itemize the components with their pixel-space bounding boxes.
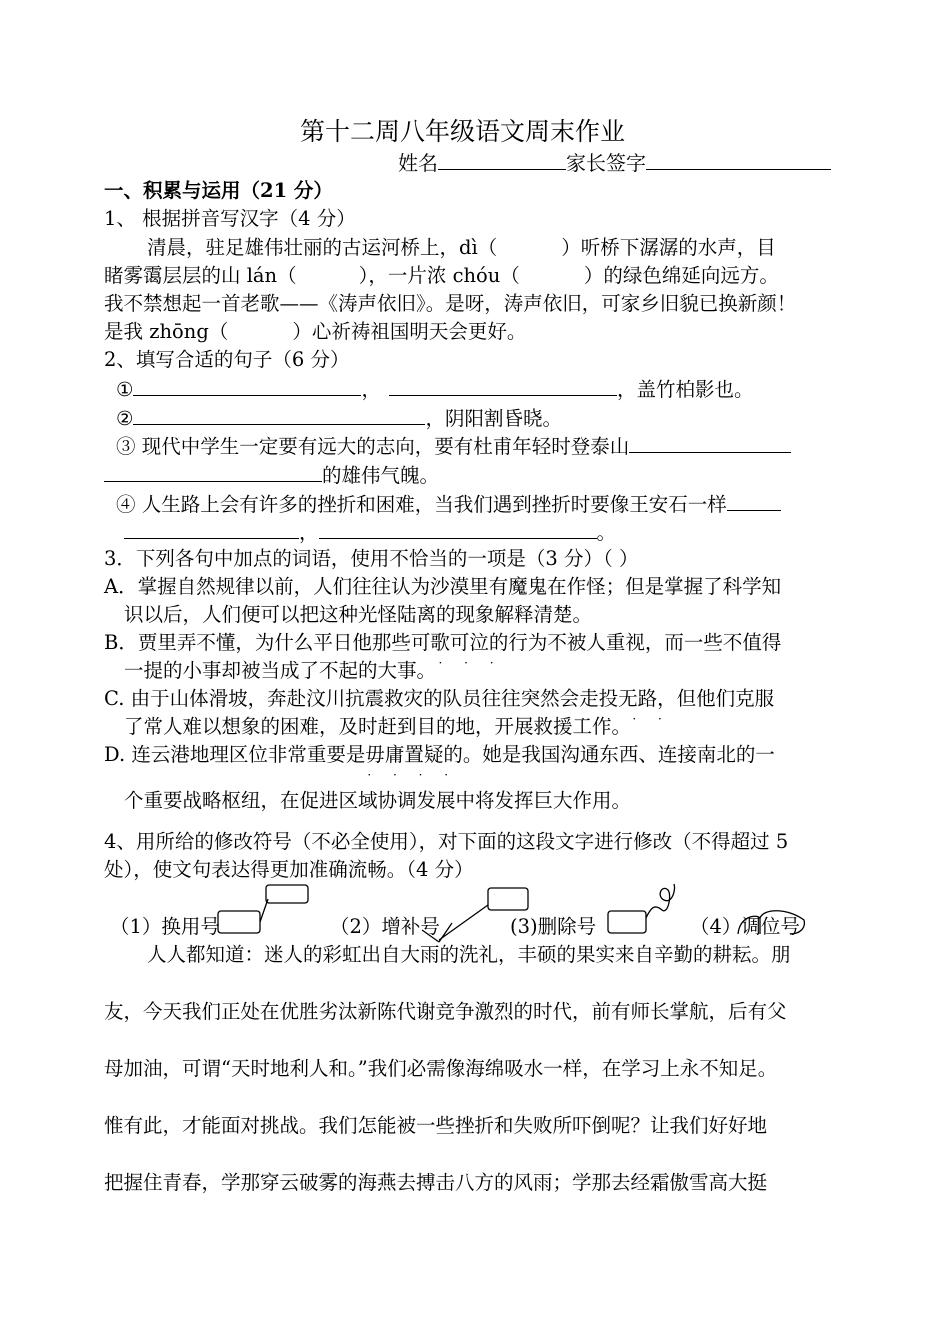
symbol-swap-label: （4）调位号 [690,915,800,938]
q2-item: ④ 人生路上会有许多的挫折和困难，当我们遇到挫折时要像王安石一样 [116,492,781,517]
q1-line: 我不禁想起一首老歌——《涛声依旧》。是呀，涛声依旧，可家乡旧貌已换新颜！ [104,292,797,315]
name-label: 姓名 [398,151,438,175]
answer-line[interactable] [133,377,361,396]
q3-option-a: 识以后，人们便可以把这种光怪陆离的现象解释清楚。 [124,603,593,626]
q2-item: ① ， ，盖竹柏影也。 [116,378,754,401]
symbol-delete-label: (3)删除号 [510,915,597,938]
answer-line[interactable] [319,520,597,539]
q3-option-b: B．贾里弄不懂，为什么平日他那些可歌可泣 · · · ·的行为不被人重视，而一些不值得 [104,631,781,655]
header-fields [398,151,831,175]
dotted-word: 走投无路 · · · · [579,687,657,710]
q3-option-c: 了常人难以想象的困难，及时赶到目的地，开展救援工作。 [124,715,632,738]
page-title: 第十二周八年级语文周末作业 [300,117,626,146]
q3-heading: 3．下列各句中加点的词语，使用不恰当的一项是（3 分）（ ） [104,547,639,570]
q2-heading: 2、填写合适的句子（6 分） [104,348,350,371]
parent-signature-field[interactable] [646,151,831,170]
symbol-replace-label: （1）换用号 [110,915,220,938]
passage-paragraph: 把握住青春，学那穿云破雾的海燕去搏击八方的风雨；学那去经霜傲雪高大挺 [104,1171,768,1194]
answer-line[interactable] [133,406,425,425]
q1-line: 是我 zhōng（ ）心祈祷祖国明天会更好。 [104,320,527,343]
answer-line[interactable] [389,377,617,396]
q4-heading: 处），使文句表达得更加准确流畅。（4 分） [104,858,474,881]
q3-option-d: D. 连云港地理区位非常重要是毋庸置疑 · · · ·的。她是我国沟通东西、连接南北的一 [104,743,775,767]
dotted-word: 可歌可泣 · · · · [411,631,489,654]
q1-line: 睹雾霭层层的山 lán（ ），一片浓 chóu（ ）的绿色绵延向远方。 [104,264,779,287]
symbol-insert-label: （2）增补号 [330,915,440,938]
q3-option-c: C. 由于山体滑坡，奔赴汶川抗震救灾的队员往往突然会走投无路 · · · ·，但他们克服 [104,687,774,711]
q2-item: ② ，阴阳割昏晓。 [116,407,562,430]
dotted-word: 毋庸置疑 · · · · [365,743,443,766]
passage-paragraph: 母加油，可谓“天时地利人和。”我们必需像海绵吸水一样，在学习上永不知足。 [104,1057,778,1080]
q1-heading: 1、 根据拼音写汉字（4 分） [104,207,356,230]
q2-item: 的雄伟气魄。 [104,463,439,488]
answer-line[interactable] [104,463,322,482]
answer-line[interactable] [124,520,299,539]
q4-heading: 4、用所给的修改符号（不必全使用），对下面的这段文字进行修改（不得超过 5 [104,830,789,853]
passage-paragraph: 友，今天我们正处在优胜劣汰新陈代谢竞争激烈的时代，前有师长掌航，后有父 [104,1000,787,1023]
answer-line[interactable] [629,434,791,453]
q1-line: 清晨，驻足雄伟壮丽的古运河桥上，dì（ ）听桥下潺潺的水声，目 [147,236,776,259]
q2-item: ， 。 [124,520,616,545]
answer-line[interactable] [727,492,781,511]
q3-option-a: A．掌握自然规律以前，人们往往认为沙漠里有魔鬼在作怪；但是掌握了科学知 [104,575,782,598]
q3-option-b: 一提的小事却被当成了不起的大事。 [124,659,437,682]
q3-option-d: 个重要战略枢纽，在促进区域协调发展中将发挥巨大作用。 [124,789,632,812]
delete-symbol-icon [608,884,675,933]
name-field[interactable] [438,151,566,170]
q2-item: ③ 现代中学生一定要有远大的志向，要有杜甫年轻时登泰山 [116,434,791,459]
section-heading: 一、积累与运用（21 分） [104,179,333,202]
replace-symbol-icon [218,885,308,933]
passage-paragraph: 惟有此，才能面对挑战。我们怎能被一些挫折和失败所吓倒呢？让我们好好地 [104,1114,768,1137]
parent-signature-label: 家长签字 [566,151,646,175]
passage-paragraph: 人人都知道：迷人的彩虹出自大雨的洗礼，丰硕的果实来自辛勤的耕耘。朋 [147,943,791,966]
